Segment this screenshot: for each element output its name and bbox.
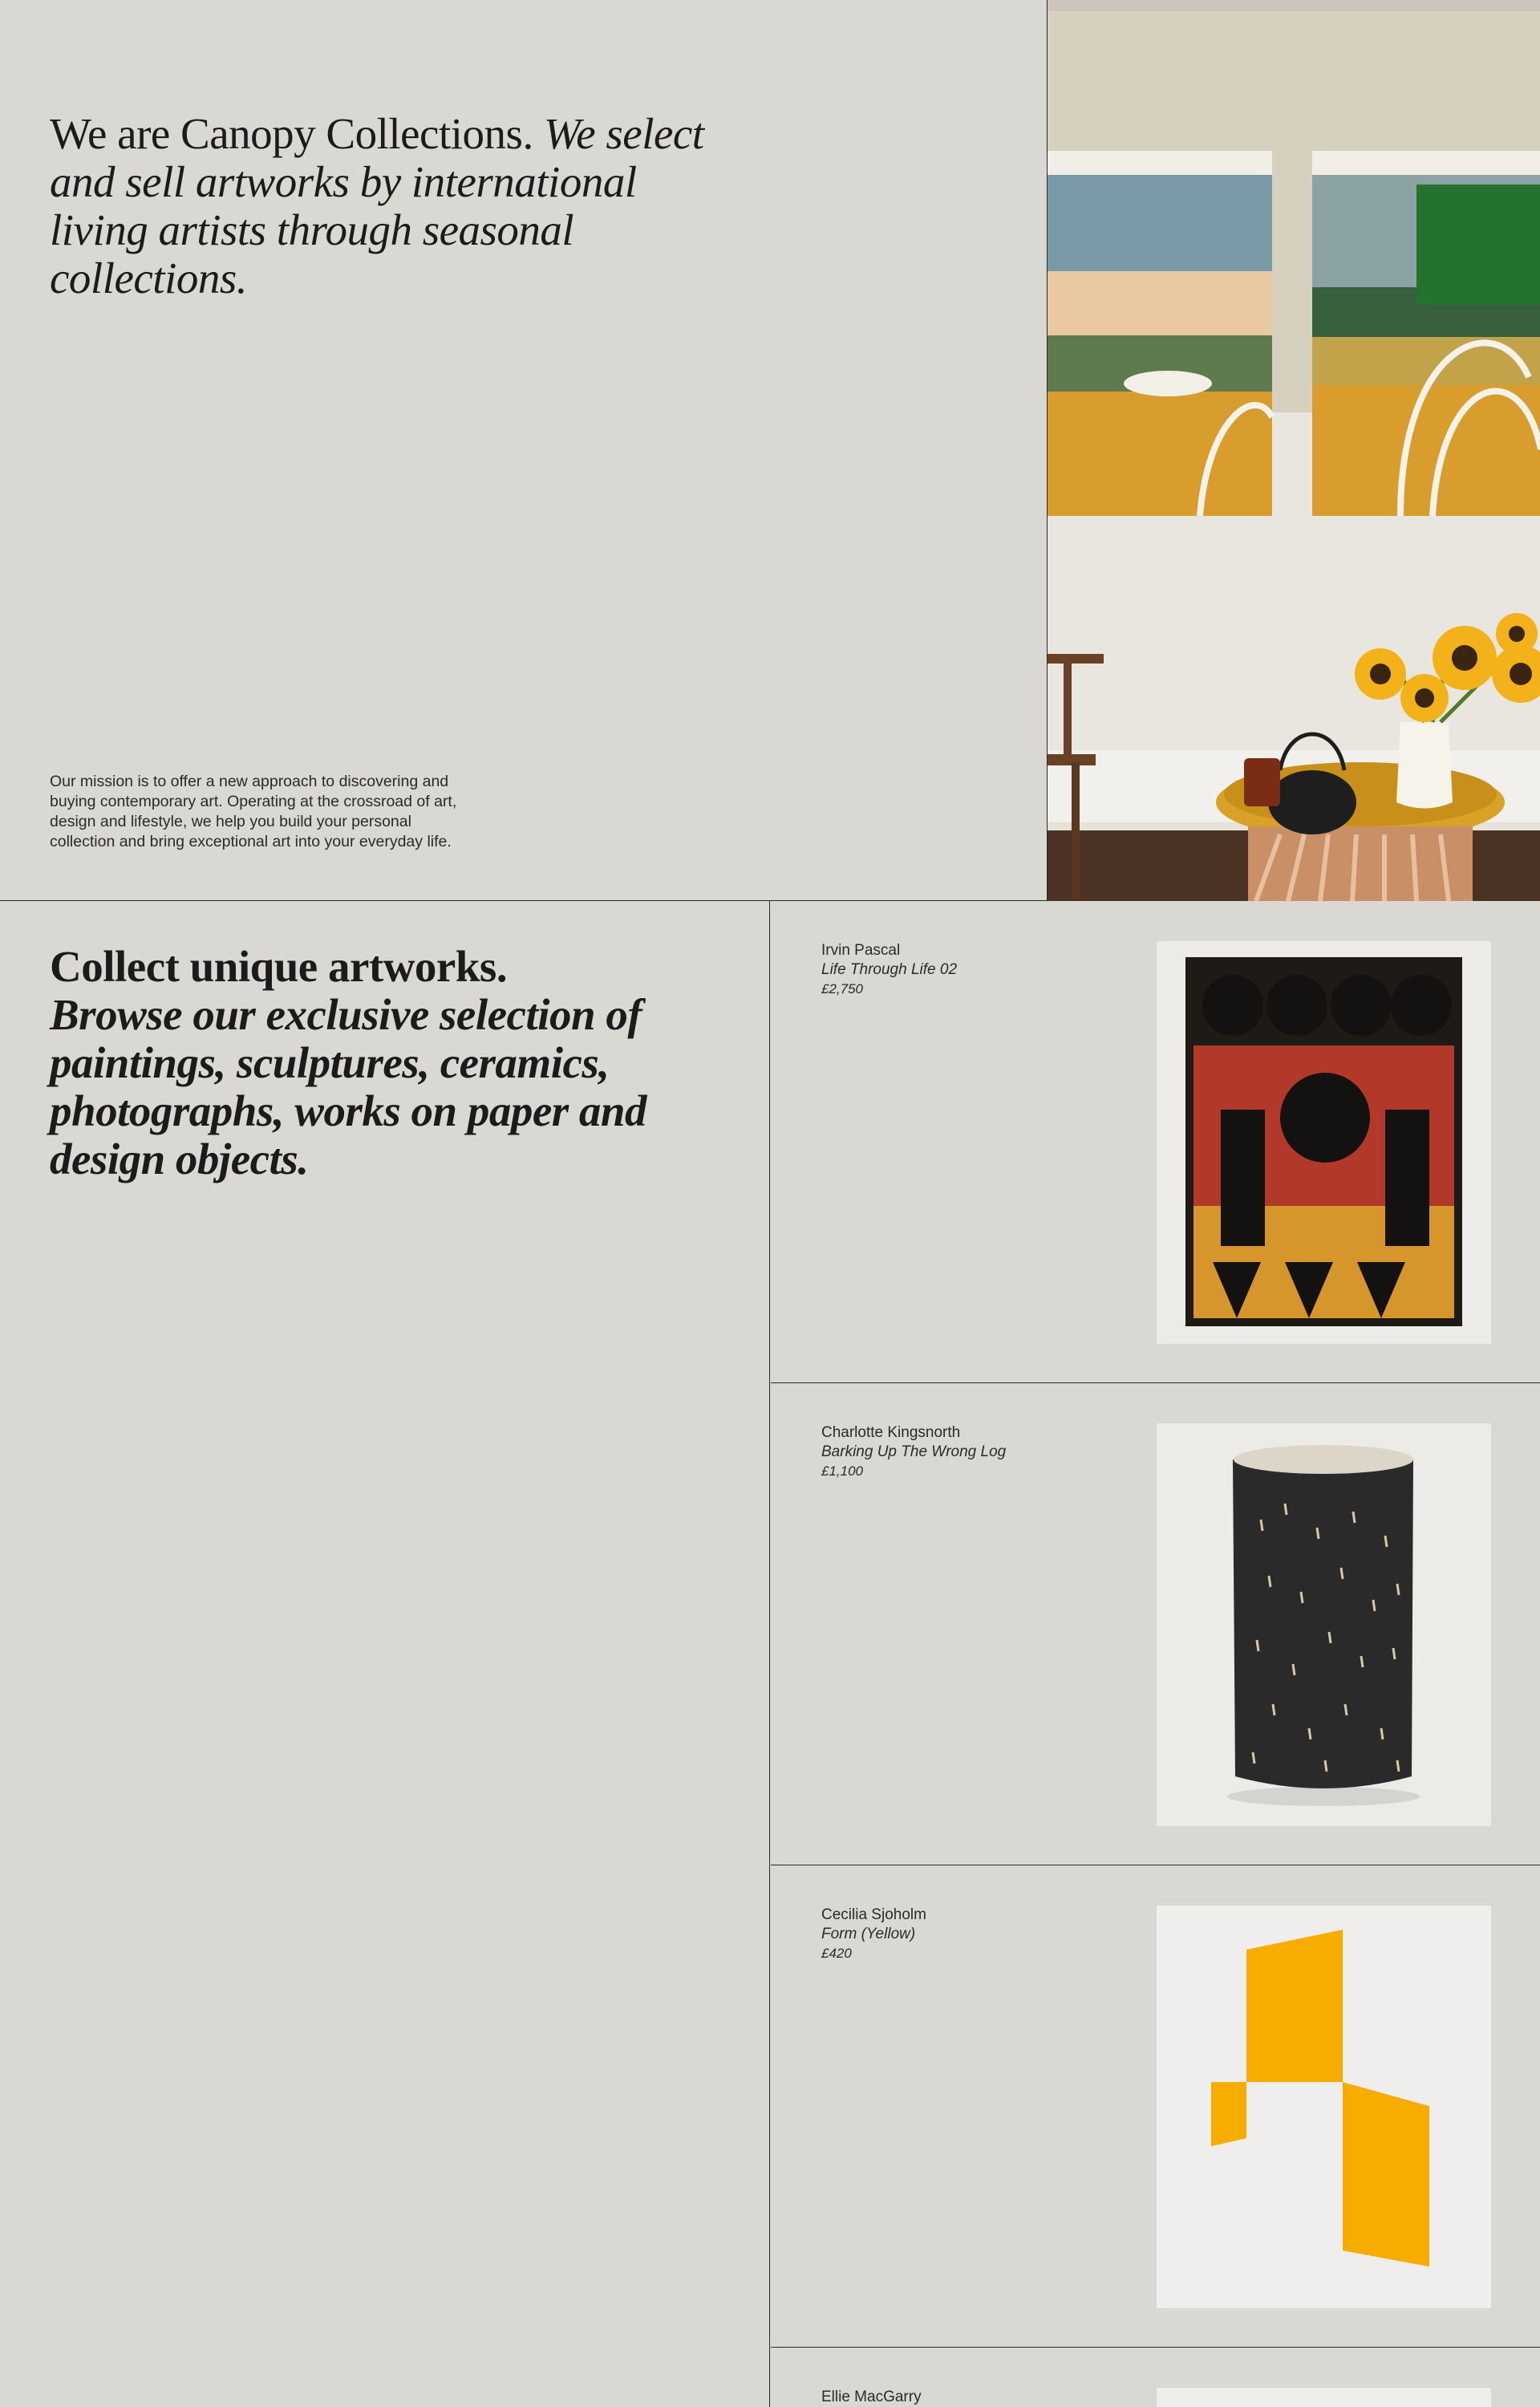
black-teapot [1268, 770, 1356, 834]
hero-section [0, 0, 1540, 901]
painting-left [1048, 151, 1272, 516]
artist-name[interactable]: Irvin Pascal [821, 942, 901, 959]
artwork-card[interactable] [771, 1383, 1540, 1865]
artwork-title[interactable]: Life Through Life 02 [821, 961, 958, 978]
clay-cup [1244, 758, 1280, 806]
white-vase [1396, 722, 1453, 809]
artist-name[interactable]: Charlotte Kingsnorth [821, 1424, 961, 1441]
artwork-info [821, 1906, 926, 1963]
artwork-image[interactable] [1157, 1423, 1491, 1826]
artwork-title[interactable]: Barking Up The Wrong Log [821, 1443, 1007, 1460]
artwork-price: £420 [821, 1946, 852, 1961]
artwork-image[interactable] [1157, 1906, 1491, 2308]
interior-scene-image [1048, 0, 1540, 901]
artwork-card[interactable] [771, 901, 1540, 1383]
hero-heading-plain: We are Canopy Collections. [50, 109, 544, 158]
painting-image [1157, 941, 1491, 1344]
mission-statement: Our mission is to offer a new approach to discovering and buying contemporary art. Operating at the crossroad of art, design and lifestyle, we help you build your personal collection and bring exceptional art into your everyday life. [50, 773, 457, 850]
artwork-price: £1,100 [821, 1463, 863, 1479]
artwork-title[interactable]: Form (Yellow) [821, 1926, 916, 1942]
artwork-card[interactable] [771, 1865, 1540, 2348]
artwork-image[interactable] [1157, 941, 1491, 1344]
artwork-info [821, 1423, 1006, 1481]
hero-heading [50, 110, 723, 302]
painting-right [1312, 151, 1540, 516]
artwork-info [821, 2388, 922, 2407]
hero-heading-italic: We select and sell artworks by international living artists through seasonal collections. [50, 109, 704, 302]
artwork-list [771, 901, 1540, 2407]
artwork-card[interactable] [771, 2348, 1540, 2407]
artwork-info [821, 941, 957, 999]
yellow-form-image [1157, 1906, 1491, 2308]
artist-name[interactable]: Ellie MacGarry [821, 2389, 922, 2405]
artwork-price: £2,750 [821, 981, 863, 996]
artist-name[interactable]: Cecilia Sjoholm [821, 1906, 926, 1923]
hero-interior-photo [1047, 0, 1540, 901]
collect-subtitle: Browse our exclusive selection of paintings, sculptures, ceramics, photographs, works on paper and design objects. [50, 990, 646, 1183]
collect-title: Collect unique artworks. [50, 942, 508, 991]
collect-section [0, 901, 770, 2407]
log-sculpture-image [1157, 1423, 1491, 1826]
collect-heading [50, 943, 740, 1183]
artwork-image[interactable] [1157, 2388, 1491, 2407]
